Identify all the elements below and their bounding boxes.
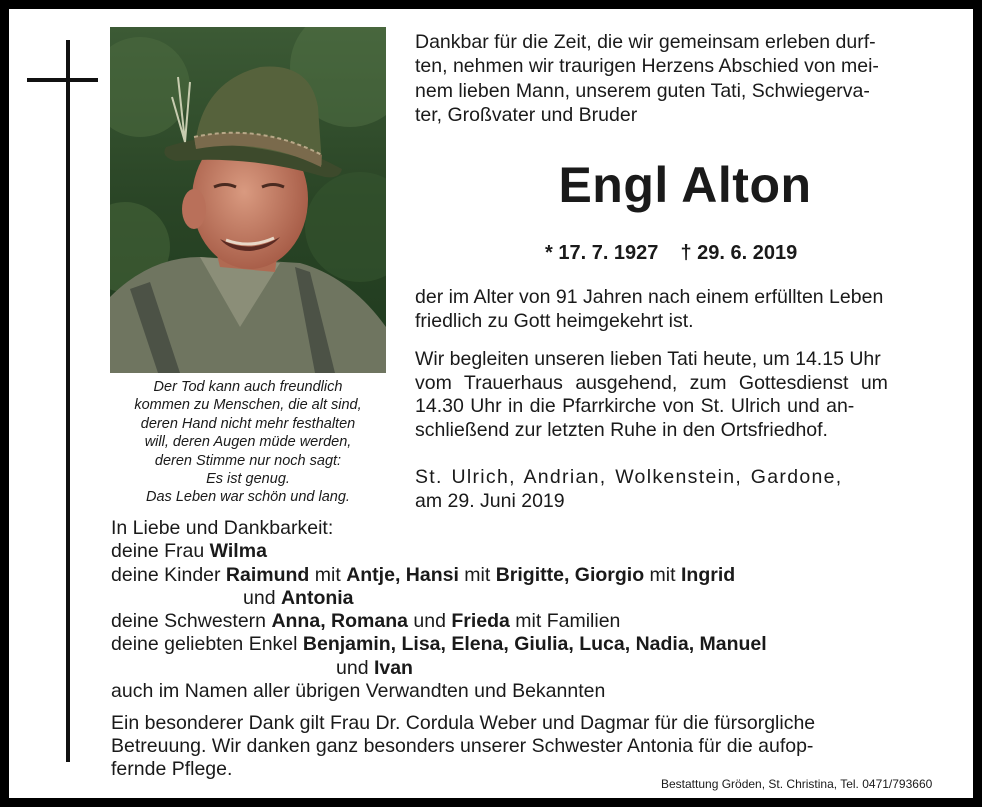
intro-line: ten, nehmen wir traurigen Herzens Abschied von mei- [415,55,879,78]
sibling-name: Frieda [451,610,510,633]
date-line: am 29. Juni 2019 [415,489,565,512]
verse-line: kommen zu Menschen, die alt sind, [134,397,362,414]
siblings-label: deine Schwestern [111,610,272,633]
verse-line: Das Leben war schön und lang. [146,489,350,506]
wife-name: Wilma [209,540,267,563]
place-date [415,466,843,513]
intro-line: ter, Großvater und Bruder [415,103,638,126]
deceased-name: Engl Alton [558,157,812,213]
sibling-name: Anna, Romana [271,610,408,633]
intro-line: Dankbar für die Zeit, die wir gemeinsam erleben durf- [415,31,876,53]
connector: und [407,610,452,633]
funeral-line: schließend zur letzten Ruhe in den Ortsfriedhof. [415,418,828,441]
birth-date: * 17. 7. 1927 [545,242,659,264]
portrait-photo [110,27,386,373]
grandchildren-line [111,633,767,656]
grandchildren-label: deine geliebten Enkel [111,633,303,656]
children-line [111,564,767,587]
memorial-verse [110,378,386,507]
intro-line: nem lieben Mann, unserem guten Tati, Schwiegerva- [415,79,870,102]
wife-label: deine Frau [111,540,210,563]
connector: mit [309,563,347,586]
wife-line [111,540,767,563]
verse-line: Der Tod kann auch freundlich [153,379,343,395]
place-line: St. Ulrich, Andrian, Wolkenstein, Gardone, [415,466,843,488]
funeral-line: Wir begleiten unseren lieben Tati heute, um 14.15 Uhr [415,348,881,370]
funeral-line: 14.30 Uhr in die Pfarrkirche von St. Ulrich und an- [415,395,855,417]
mourners-intro: In Liebe und Dankbarkeit: [111,517,334,539]
connector: mit Familien [509,610,621,633]
child-name: Antje, Hansi [346,563,459,586]
funeral-line: vom Trauerhaus ausgehend, zum Gottesdienst um [415,371,888,394]
undertaker-info: Bestattung Gröden, St. Christina, Tel. 0471/793660 [661,777,933,791]
siblings-line [111,610,767,633]
death-date: † 29. 6. 2019 [680,242,798,264]
child-name: Ingrid [680,563,736,586]
cross-icon [66,40,70,762]
children-line-cont [111,587,767,610]
mourners-list [111,517,767,703]
connector: mit [458,563,496,586]
verse-line: will, deren Augen müde werden, [144,434,352,451]
connector: und [336,656,374,679]
children-label: deine Kinder [111,563,226,586]
verse-line: deren Stimme nur noch sagt: [154,452,342,469]
connector: mit [644,563,681,586]
thanks-text [111,712,815,782]
child-name: Brigitte, Giorgio [495,563,645,586]
child-name: Antonia [280,586,354,609]
age-text [415,286,883,333]
relatives-line: auch im Namen aller übrigen Verwandten und Bekannten [111,680,606,703]
thanks-line: Ein besonderer Dank gilt Frau Dr. Cordula Weber und Dagmar für die fürsorgliche [111,712,816,734]
grandchild-name: Benjamin, Lisa, Elena, Giulia, Luca, Nadia, Manuel [302,633,767,656]
grandchildren-line-cont [111,657,767,680]
thanks-line: fernde Pflege. [111,758,233,781]
verse-line: Es ist genug. [206,471,290,488]
funeral-text [415,348,888,442]
age-line: der im Alter von 91 Jahren nach einem erfüllten Leben [415,286,884,308]
cross-icon-bar [27,78,98,82]
thanks-line: Betreuung. Wir danken ganz besonders unserer Schwester Antonia für die aufop- [111,735,814,758]
obituary-notice [9,9,973,798]
verse-line: deren Hand nicht mehr festhalten [140,415,356,432]
connector: und [243,586,281,609]
grandchild-name: Ivan [373,656,413,679]
life-dates [545,240,797,266]
age-line: friedlich zu Gott heimgekehrt ist. [415,309,694,332]
intro-text [415,30,955,127]
child-name: Raimund [225,563,310,586]
